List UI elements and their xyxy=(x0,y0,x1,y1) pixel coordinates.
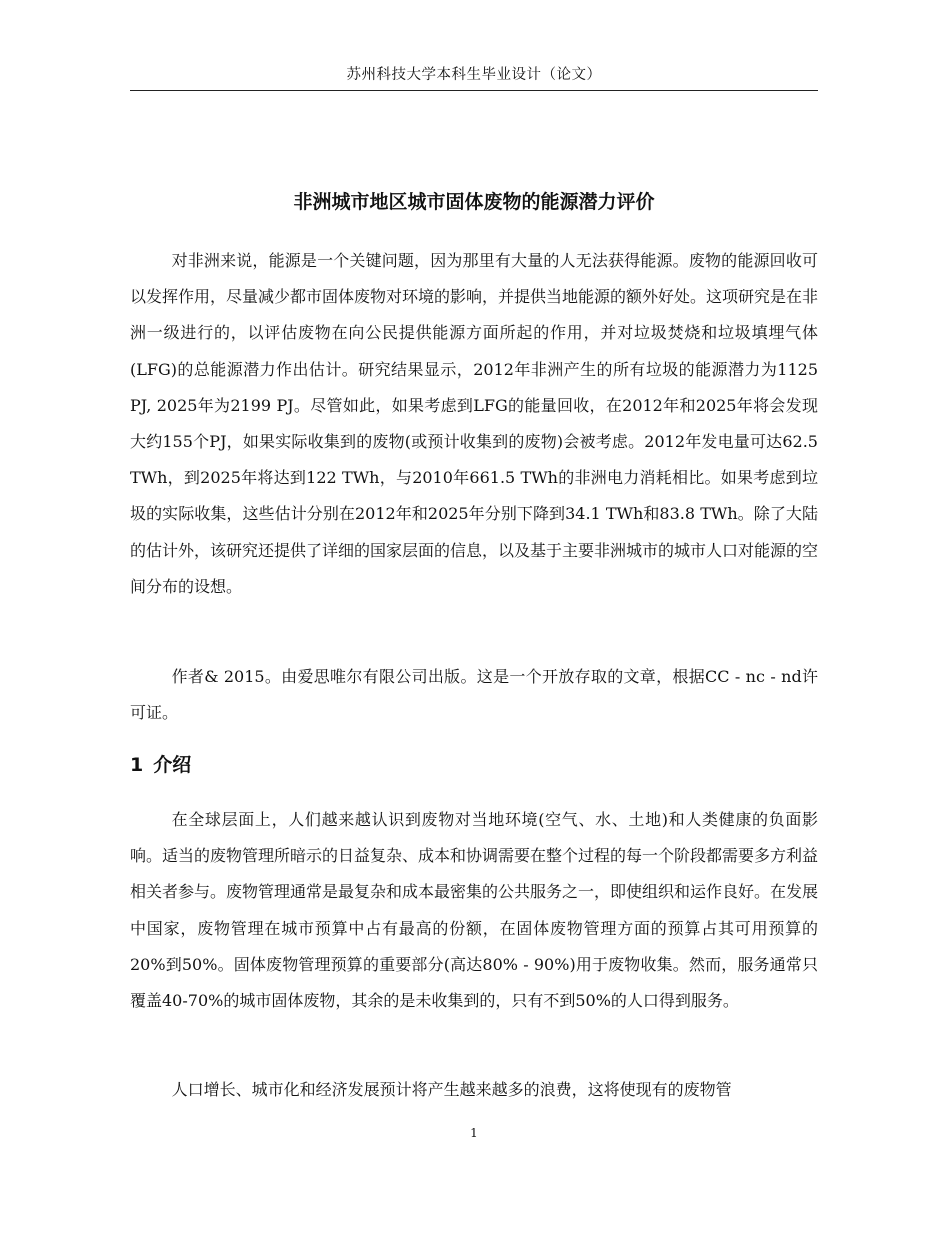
section-number: 1 xyxy=(130,754,144,776)
copyright-notice: 作者& 2015。由爱思唯尔有限公司出版。这是一个开放存取的文章，根据CC - nc - nd许可证。 xyxy=(130,667,818,723)
section-heading xyxy=(130,750,191,780)
section-title: 介绍 xyxy=(153,754,192,776)
document-title: 非洲城市地区城市固体废物的能源潜力评价 xyxy=(293,191,655,213)
abstract-paragraph: 对非洲来说，能源是一个关键问题，因为那里有大量的人无法获得能源。废物的能源回收可以发挥作用，尽量减少都市固体废物对环境的影响，并提供当地能源的额外好处。这项研究是在非洲一级进行的，以评估废物在向公民提供能源方面所起的作用，并对垃圾焚烧和垃圾填埋气体(LFG)的总能源潜力作出估计。研究结果显示，2012年非洲产生的所有垃圾的能源潜力为1125 PJ, 2025年为2199 PJ。尽管如此，如果考虑到LFG的能量回收，在2012年和2025年将会发现大约155个PJ，如果实际收集到的废物(或预计收集到的废物)会被考虑。2012年发电量可达62.5 TWh，到2025年将达到122 TWh，与2010年661.5 TWh的非洲电力消耗相比。如果考虑到垃圾的实际收集，这些估计分别在2012年和2025年分别下降到34.1 TWh和83.8 TWh。除了大陆的估计外，该研究还提供了详细的国家层面的信息，以及基于主要非洲城市的城市人口对能源的空间分布的设想。 xyxy=(130,251,819,596)
page-header xyxy=(130,62,818,91)
intro-paragraph: 人口增长、城市化和经济发展预计将产生越来越多的浪费，这将使现有的废物管 xyxy=(171,1080,732,1099)
header-text: 苏州科技大学本科生毕业设计（论文） xyxy=(346,67,602,83)
intro-paragraph: 在全球层面上，人们越来越认识到废物对当地环境(空气、水、土地)和人类健康的负面影响。适当的废物管理所暗示的日益复杂、成本和协调需要在整个过程的每一个阶段都需要多方利益相关者参与。废物管理通常是最复杂和成本最密集的公共服务之一，即使组织和运作良好。在发展中国家，废物管理在城市预算中占有最高的份额，在固体废物管理方面的预算占其可用预算的20%到50%。固体废物管理预算的重要部分(高达80% - 90%)用于废物收集。然而，服务通常只覆盖40-70%的城市固体废物，其余的是未收集到的，只有不到50%的人口得到服务。 xyxy=(130,810,819,1011)
page-number: 1 xyxy=(470,1126,478,1140)
